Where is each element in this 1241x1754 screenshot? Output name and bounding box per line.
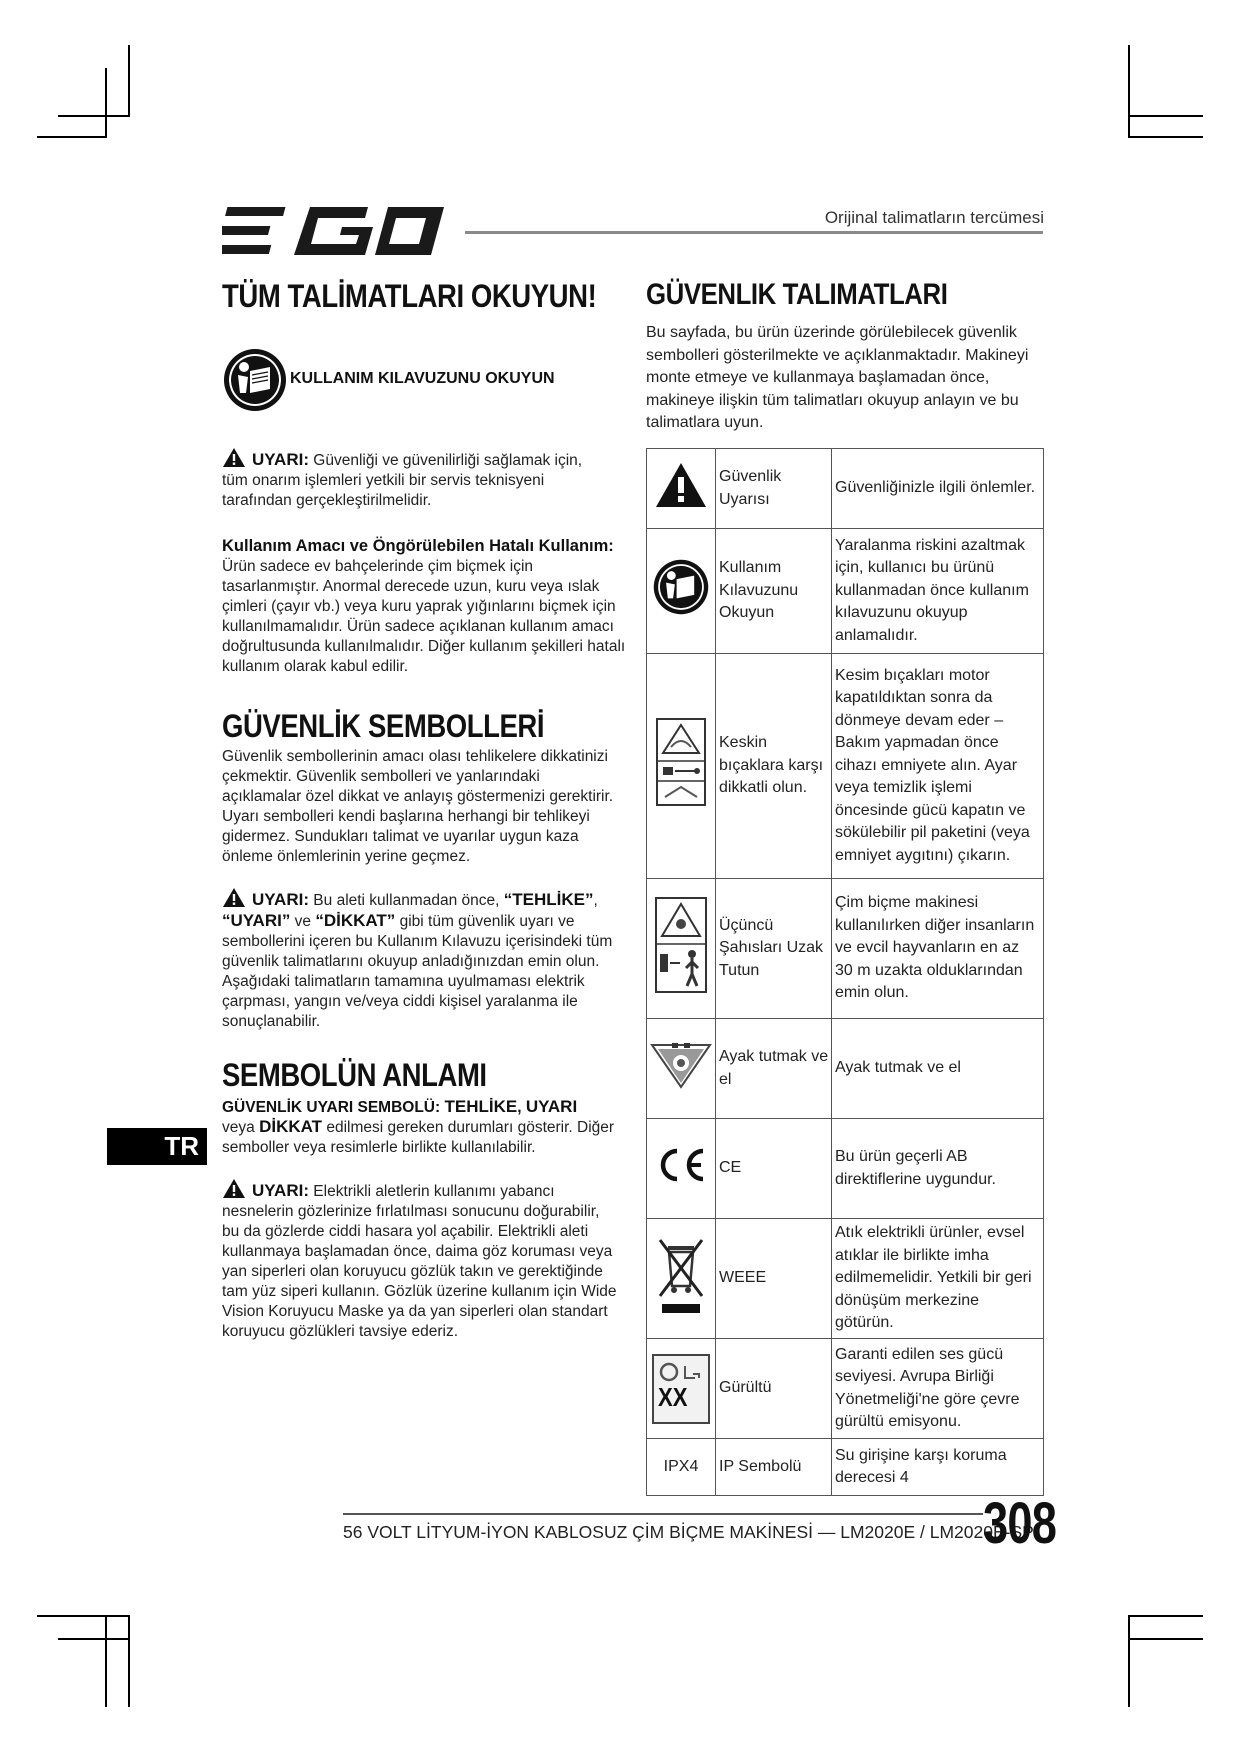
table-row bbox=[647, 1019, 1044, 1119]
ce-mark-icon bbox=[655, 1145, 707, 1185]
table-row bbox=[647, 879, 1044, 1019]
symbol-desc: Çim biçme makinesi kullanılırken diğer insanların ve evcil hayvanların en az 30 m uzakta olduklarından emin olun. bbox=[832, 879, 1044, 1019]
danger-word: TEHLİKE bbox=[444, 1097, 518, 1116]
warning-triangle-icon bbox=[222, 1178, 246, 1199]
crop-mark bbox=[105, 68, 107, 138]
symbol-cell bbox=[647, 449, 716, 529]
table-row bbox=[647, 654, 1044, 879]
table-row bbox=[647, 1339, 1044, 1439]
crop-mark bbox=[1128, 115, 1203, 117]
caution-word: “DİKKAT” bbox=[315, 911, 396, 930]
symbol-name: Gürültü bbox=[716, 1339, 832, 1439]
symbol-cell bbox=[647, 1119, 716, 1219]
crop-mark bbox=[37, 1615, 129, 1617]
right-title: GÜVENLIK TALIMATLARI bbox=[646, 278, 948, 311]
symbol-name: IP Sembolü bbox=[716, 1439, 832, 1496]
warning-text: Bu aleti kullanmadan önce, bbox=[309, 892, 504, 909]
warning-label: UYARI: bbox=[252, 450, 309, 469]
warning-text: Güvenliği ve güvenilirliği sağlamak için, tüm onarım işlemleri yetkili bir servis teknisyeni tarafından gerçekleştirilmelidir. bbox=[222, 452, 583, 509]
warning-label: UYARI: bbox=[252, 890, 309, 909]
symbol-cell bbox=[647, 1339, 716, 1439]
caution-word: DİKKAT bbox=[259, 1117, 323, 1136]
meaning-text bbox=[222, 1117, 622, 1158]
intended-use-title: Kullanım Amacı ve Öngörülebilen Hatalı Kullanım: bbox=[222, 537, 614, 555]
symbols-title: GÜVENLİK SEMBOLLERİ bbox=[222, 708, 545, 744]
page-number: 308 bbox=[983, 1491, 1057, 1556]
noise-level-icon bbox=[652, 1354, 710, 1424]
read-manual-icon bbox=[652, 558, 710, 616]
symbol-desc: Kesim bıçakları motor kapatıldıktan sonra da dönmeye devam eder – Bakım yapmadan önce cihazı emniyete alın. Ayar veya temizlik işlemi öncesinde gücü kapatın ve sökülebilir pil paketini (veya emniyet aygıtını) çıkarın. bbox=[832, 654, 1044, 879]
symbol-desc: Garanti edilen ses gücü seviyesi. Avrupa Birliği Yönetmeliği'ne göre çevre gürültü emisyonu. bbox=[832, 1339, 1044, 1439]
table-row bbox=[647, 449, 1044, 529]
read-manual-label: KULLANIM KILAVUZUNU OKUYUN bbox=[290, 370, 555, 387]
symbol-name: CE bbox=[716, 1119, 832, 1219]
warning-word: “UYARI” bbox=[222, 911, 291, 930]
right-intro: Bu sayfada, bu ürün üzerinde görülebilecek güvenlik sembolleri gösterilmekte ve açıklanmaktadır. Makineyi monte etmeye ve kullanmaya başlamadan önce, makineye ilişkin tüm talimatları okuyup anlayın ve bu talimatlara uyun. bbox=[646, 324, 1029, 431]
footer-rule bbox=[343, 1513, 983, 1515]
warning-text: Elektrikli aletlerin kullanımı yabancı nesnelerin gözlerinize fırlatılması sonucunu doğurabilir, bu da gözlerde ciddi hasara yol açabilir. Elektrikli aleti kullanmaya başlamadan önce, daima göz koruması veya yan siperleri olan koruyucu gözlük takın ve gerektiğinde tam yüz siperi kullanın. Gözlük üzerine kullanım için Wide Vision Koruyucu Maske ya da yan siperleri olan standart koruyucu gözlükleri tavsiye ederiz. bbox=[222, 1183, 617, 1340]
symbol-name: Kullanım Kılavuzunu Okuyun bbox=[716, 529, 832, 654]
symbol-cell bbox=[647, 879, 716, 1019]
meaning-text-b: edilmesi gereken durumları gösterir. Diğer semboller veya resimlerle birlikte kullanılabilir. bbox=[222, 1119, 615, 1156]
symbols-text: Güvenlik sembollerinin amacı olası tehlikelere dikkatinizi çekmektir. Güvenlik sembolleri ve yanlarındaki açıklamalar özel dikkat ve anlayış göstermenizi gerektirir. Uyarı sembolleri kendi başlarına herhangi bir tehlikeyi gidermez. Sundukları talimat ve uyarılar uygun kaza önleme önlemlerinin yerine geçmez. bbox=[222, 748, 614, 865]
header-rule bbox=[465, 231, 1043, 234]
meaning-sub-sep: , bbox=[517, 1099, 526, 1116]
symbol-name: WEEE bbox=[716, 1219, 832, 1339]
symbol-name: Keskin bıçaklara karşı dikkatli olun. bbox=[716, 654, 832, 879]
symbol-cell bbox=[647, 654, 716, 879]
crop-mark bbox=[1128, 45, 1130, 137]
symbol-desc: Su girişine karşı koruma derecesi 4 bbox=[832, 1439, 1044, 1496]
keep-bystanders-away-icon bbox=[654, 896, 708, 994]
meaning-text-a: veya bbox=[222, 1119, 260, 1136]
symbol-name: Üçüncü Şahısları Uzak Tutun bbox=[716, 879, 832, 1019]
warning-word: UYARI bbox=[525, 1097, 578, 1116]
ego-logo bbox=[222, 205, 444, 262]
crop-mark bbox=[1128, 1615, 1203, 1617]
meaning-title: SEMBOLÜN ANLAMI bbox=[222, 1057, 487, 1093]
crop-mark bbox=[1128, 1615, 1130, 1707]
warning-triangle-icon bbox=[222, 447, 246, 468]
symbol-name: Güvenlik Uyarısı bbox=[716, 449, 832, 529]
crop-mark bbox=[1128, 1638, 1203, 1640]
warning-triangle-icon bbox=[222, 887, 246, 908]
symbol-desc: Bu ürün geçerli AB direktiflerine uygundur. bbox=[832, 1119, 1044, 1219]
meaning-subtitle bbox=[222, 1097, 577, 1117]
symbol-desc: Atık elektrikli ürünler, evsel atıklar ile birlikte imha edilmemelidir. Yetkili bir geri dönüşüm merkezine götürün. bbox=[832, 1219, 1044, 1339]
symbol-desc: Yaralanma riskini azaltmak için, kullanıcı bu ürünü kullanmadan önce kullanım kılavuzunu okuyup anlamalıdır. bbox=[832, 529, 1044, 654]
weee-bin-icon bbox=[656, 1234, 706, 1316]
table-row bbox=[647, 1219, 1044, 1339]
warning-text: gibi tüm güvenlik uyarı ve sembollerini içeren bu Kullanım Kılavuzu içerisindeki tüm güvenlik talimatlarını okuyup anladığınızdan emin olun. Aşağıdaki talimatların tamamına uyulmaması elektrik çarpması, yangın ve/veya ciddi kişisel yaralanma ile sonuçlanabilir. bbox=[222, 913, 613, 1030]
symbol-cell bbox=[647, 1219, 716, 1339]
footer-text: 56 VOLT LİTYUM-İYON KABLOSUZ ÇİM BİÇME MAKİNESİ — LM2020E / LM2020E-SP bbox=[343, 1522, 1034, 1542]
header-subtitle: Orijinal talimatların tercümesi bbox=[824, 208, 1044, 227]
read-manual-icon bbox=[222, 347, 288, 418]
crop-mark bbox=[37, 136, 107, 138]
table-row bbox=[647, 529, 1044, 654]
sharp-blades-icon bbox=[655, 717, 707, 807]
table-row bbox=[647, 1439, 1044, 1496]
language-tab: TR bbox=[107, 1128, 207, 1165]
warning-text: ve bbox=[290, 913, 316, 930]
symbol-cell bbox=[647, 1019, 716, 1119]
warning-label: UYARI: bbox=[252, 1181, 309, 1200]
meaning-sub-label: GÜVENLİK UYARI SEMBOLÜ: bbox=[222, 1099, 445, 1116]
warning-block-2 bbox=[222, 887, 614, 1032]
ipx4-symbol: IPX4 bbox=[647, 1439, 716, 1496]
warning-block-3 bbox=[222, 1178, 618, 1342]
crop-mark bbox=[58, 115, 130, 117]
crop-mark bbox=[58, 1638, 130, 1640]
symbol-desc: Güvenliğinizle ilgili önlemler. bbox=[832, 449, 1044, 529]
danger-word: “TEHLİKE” bbox=[503, 890, 594, 909]
crop-mark bbox=[1128, 136, 1203, 138]
intended-use-text: Ürün sadece ev bahçelerinde çim biçmek için tasarlanmıştır. Anormal derecede uzun, kuru veya ıslak çimleri (çayır vb.) veya kuru yaprak yığınlarını biçmek için kullanılmamalıdır. Ürün sadece açıklanan kullanım amacı doğrultusunda kullanılmalıdır. Diğer kullanım şekilleri hatalı kullanım olarak kabul edilir. bbox=[222, 558, 626, 675]
foot-hand-hazard-icon bbox=[650, 1041, 712, 1089]
noise-value: XX bbox=[658, 1381, 688, 1412]
symbol-name: Ayak tutmak ve el bbox=[716, 1019, 832, 1119]
crop-mark bbox=[128, 45, 130, 117]
symbol-cell bbox=[647, 529, 716, 654]
symbols-table bbox=[646, 448, 1044, 1496]
warning-triangle-icon bbox=[654, 461, 708, 509]
warning-block-1 bbox=[222, 447, 612, 511]
warning-text: , bbox=[593, 892, 598, 909]
symbol-desc: Ayak tutmak ve el bbox=[832, 1019, 1044, 1119]
crop-mark bbox=[105, 1615, 107, 1707]
left-title: TÜM TALİMATLARI OKUYUN! bbox=[222, 278, 597, 314]
crop-mark bbox=[128, 1615, 130, 1707]
table-row bbox=[647, 1119, 1044, 1219]
